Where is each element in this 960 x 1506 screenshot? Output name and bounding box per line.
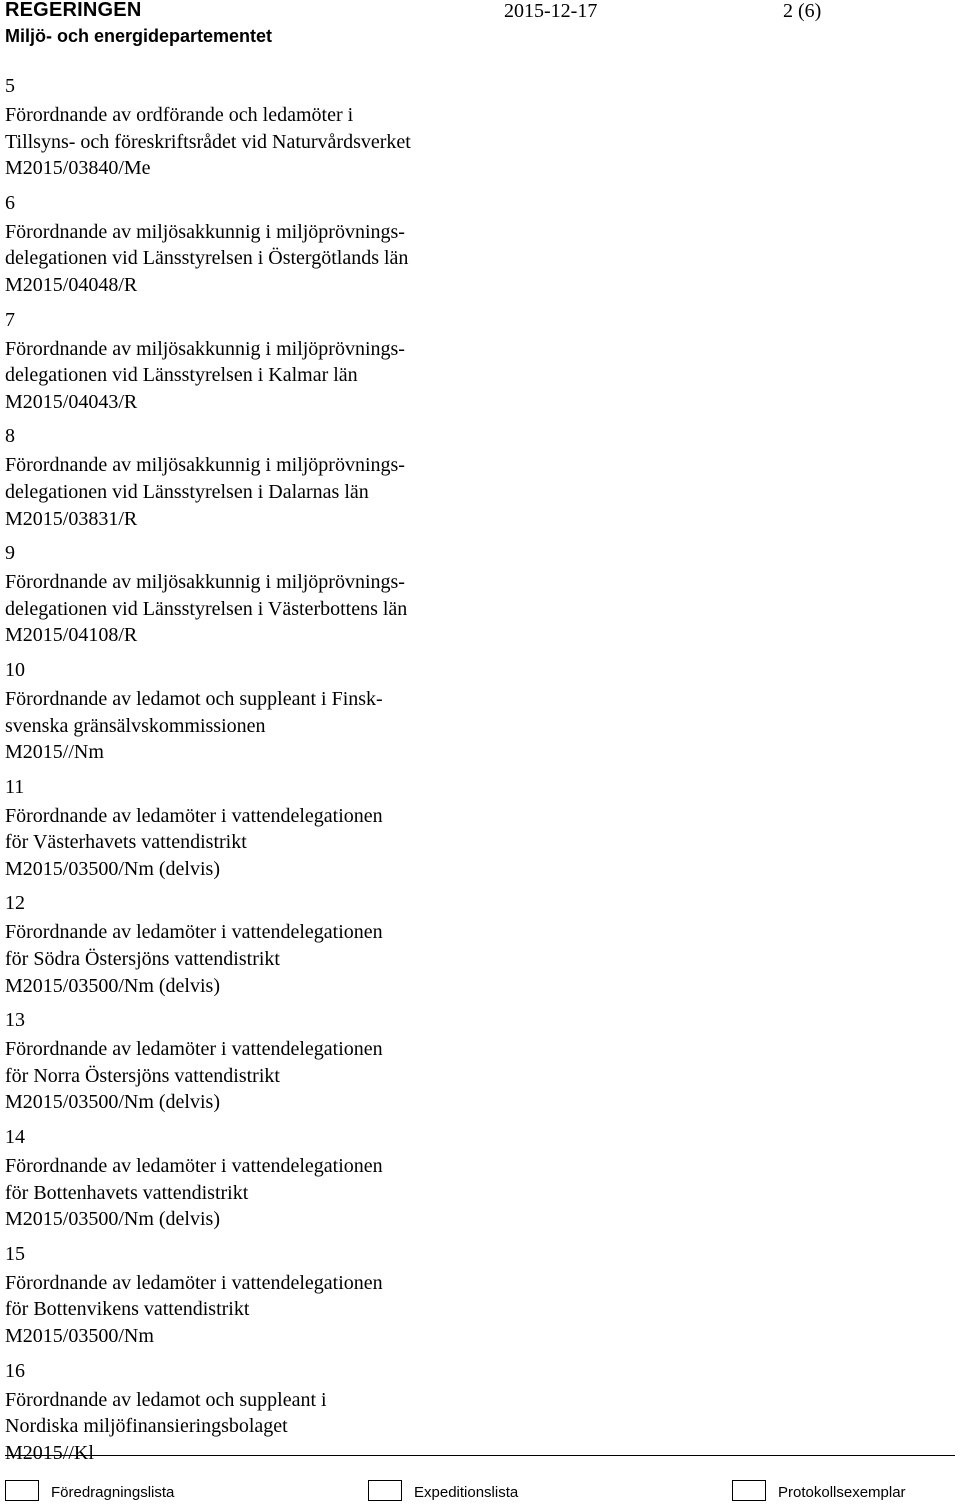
agenda-item: [5, 420, 485, 532]
item-title-line: delegationen vid Länsstyrelsen i Kalmar län: [5, 364, 358, 387]
item-title-line: för Bottenvikens vattendistrikt: [5, 1298, 250, 1321]
item-title-line: svenska gränsälvskommissionen: [5, 714, 266, 737]
item-title-line: delegationen vid Länsstyrelsen i Dalarnas län: [5, 480, 369, 503]
page-header: [5, 0, 955, 56]
agenda-item: [5, 537, 485, 649]
item-title-line: delegationen vid Länsstyrelsen i Västerbottens län: [5, 597, 408, 620]
item-number: 13: [5, 1009, 25, 1032]
agenda-item: [5, 1355, 485, 1467]
agenda-item: [5, 304, 485, 416]
item-title-line: Tillsyns- och föreskriftsrådet vid Naturvårdsverket: [5, 130, 411, 153]
item-reference: M2015/04048/R: [5, 273, 138, 296]
item-number: 8: [5, 425, 15, 448]
item-title-line: Förordnande av miljösakkunnig i miljöprövnings-: [5, 571, 405, 594]
department-name: Miljö- och energidepartementet: [5, 26, 273, 46]
organization-name: REGERINGEN: [5, 0, 142, 21]
agenda-item: [5, 1238, 485, 1350]
item-number: 9: [5, 542, 15, 565]
item-title-line: Förordnande av ordförande och ledamöter i: [5, 104, 354, 126]
item-title-line: Förordnande av miljösakkunnig i miljöprövnings-: [5, 337, 405, 360]
item-reference: M2015//Kl: [5, 1441, 94, 1464]
footer-divider: [5, 1455, 955, 1456]
item-number: 5: [5, 75, 15, 97]
item-reference: M2015/04108/R: [5, 624, 138, 647]
item-title-line: för Bottenhavets vattendistrikt: [5, 1181, 249, 1204]
agenda-item: [5, 771, 485, 883]
item-title-line: Förordnande av ledamöter i vattendelegationen: [5, 1271, 383, 1294]
item-reference: M2015/03500/Nm: [5, 1325, 154, 1347]
agenda-item: [5, 187, 485, 299]
distribution-footer: [5, 1480, 955, 1506]
agenda-list: [5, 70, 485, 1471]
item-title-line: Förordnande av miljösakkunnig i miljöprövnings-: [5, 454, 405, 477]
item-reference: M2015/03500/Nm (delvis): [5, 1091, 220, 1114]
agenda-item: [5, 1121, 485, 1233]
item-title-line: delegationen vid Länsstyrelsen i Östergötlands län: [5, 247, 409, 270]
item-reference: M2015//Nm: [5, 741, 104, 764]
item-title-line: Förordnande av ledamot och suppleant i Finsk-: [5, 687, 383, 710]
foredragningslista-checkbox[interactable]: [5, 1480, 39, 1501]
item-number: 11: [5, 775, 25, 798]
item-reference: M2015/03500/Nm (delvis): [5, 1208, 220, 1231]
item-reference: M2015/04043/R: [5, 390, 138, 413]
agenda-item: [5, 70, 485, 182]
protokollsexemplar-checkbox[interactable]: [732, 1480, 766, 1501]
item-number: 7: [5, 308, 15, 331]
document-date: 2015-12-17: [504, 0, 598, 22]
agenda-item: [5, 1004, 485, 1116]
item-number: 15: [5, 1242, 25, 1265]
item-reference: M2015/03840/Me: [5, 157, 151, 180]
item-title-line: för Västerhavets vattendistrikt: [5, 831, 247, 854]
item-number: 14: [5, 1126, 25, 1149]
item-reference: M2015/03831/R: [5, 507, 138, 530]
item-title-line: för Norra Östersjöns vattendistrikt: [5, 1064, 280, 1087]
item-number: 10: [5, 658, 25, 681]
item-title-line: Nordiska miljöfinansieringsbolaget: [5, 1415, 288, 1438]
item-title-line: Förordnande av ledamöter i vattendelegationen: [5, 1155, 383, 1178]
item-title-line: Förordnande av miljösakkunnig i miljöprövnings-: [5, 220, 405, 243]
protokollsexemplar-label: Protokollsexemplar: [778, 1484, 906, 1501]
item-reference: M2015/03500/Nm (delvis): [5, 974, 220, 997]
item-title-line: Förordnande av ledamöter i vattendelegationen: [5, 1038, 383, 1061]
agenda-item: [5, 887, 485, 999]
agenda-item: [5, 654, 485, 766]
expeditionslista-checkbox[interactable]: [368, 1480, 402, 1501]
item-title-line: Förordnande av ledamöter i vattendelegationen: [5, 921, 383, 944]
item-number: 16: [5, 1359, 25, 1382]
expeditionslista-label: Expeditionslista: [414, 1484, 519, 1501]
item-title-line: Förordnande av ledamot och suppleant i: [5, 1388, 327, 1411]
page-number: 2 (6): [783, 0, 822, 22]
item-number: 6: [5, 191, 15, 214]
item-number: 12: [5, 892, 25, 915]
foredragningslista-label: Föredragningslista: [51, 1484, 175, 1501]
item-title-line: för Södra Östersjöns vattendistrikt: [5, 948, 280, 971]
item-reference: M2015/03500/Nm (delvis): [5, 857, 220, 880]
item-title-line: Förordnande av ledamöter i vattendelegationen: [5, 804, 383, 827]
